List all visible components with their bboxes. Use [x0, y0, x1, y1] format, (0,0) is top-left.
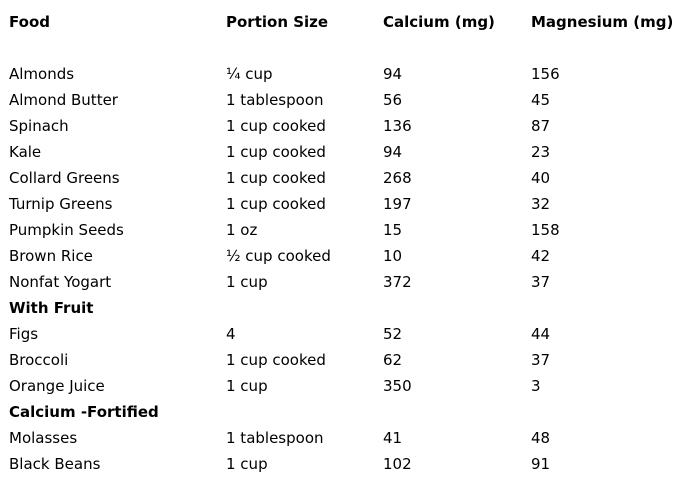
food-cell: Collard Greens — [9, 169, 120, 187]
calcium-cell: 62 — [383, 351, 403, 369]
magnesium-cell: 44 — [531, 325, 551, 343]
calcium-cell: 56 — [383, 91, 403, 109]
magnesium-cell: 87 — [531, 117, 551, 135]
calcium-cell: 268 — [383, 169, 412, 187]
calcium-cell: 41 — [383, 429, 403, 447]
magnesium-cell: 37 — [531, 351, 551, 369]
magnesium-cell: 23 — [531, 143, 551, 161]
food-cell: Turnip Greens — [9, 195, 113, 213]
table-header-row — [0, 9, 689, 35]
table-row — [0, 87, 689, 113]
magnesium-cell: 3 — [531, 377, 541, 395]
portion-cell: 1 oz — [226, 221, 258, 239]
magnesium-cell: 40 — [531, 169, 551, 187]
table-row — [0, 451, 689, 477]
food-cell: Almond Butter — [9, 91, 118, 109]
portion-cell: 1 cup — [226, 377, 268, 395]
portion-cell: 1 cup cooked — [226, 169, 326, 187]
portion-cell: 1 cup — [226, 273, 268, 291]
portion-cell: 1 cup cooked — [226, 351, 326, 369]
calcium-cell: 102 — [383, 455, 412, 473]
table-row — [0, 165, 689, 191]
calcium-cell: 94 — [383, 143, 403, 161]
portion-cell: ¼ cup — [226, 65, 273, 83]
food-cell: Broccoli — [9, 351, 69, 369]
table-row — [0, 373, 689, 399]
magnesium-cell: 48 — [531, 429, 551, 447]
portion-cell: 1 cup cooked — [226, 195, 326, 213]
column-header-calcium: Calcium (mg) — [383, 13, 495, 31]
table-row — [0, 217, 689, 243]
food-cell: Kale — [9, 143, 42, 161]
group-heading: With Fruit — [9, 299, 94, 317]
calcium-cell: 94 — [383, 65, 403, 83]
magnesium-cell: 158 — [531, 221, 560, 239]
portion-cell: 1 tablespoon — [226, 91, 324, 109]
calcium-cell: 372 — [383, 273, 412, 291]
portion-cell: 1 tablespoon — [226, 429, 324, 447]
food-cell: Pumpkin Seeds — [9, 221, 124, 239]
calcium-cell: 15 — [383, 221, 403, 239]
food-cell: Molasses — [9, 429, 78, 447]
table-row — [0, 139, 689, 165]
magnesium-cell: 37 — [531, 273, 551, 291]
calcium-cell: 52 — [383, 325, 403, 343]
food-cell: Black Beans — [9, 455, 101, 473]
calcium-cell: 350 — [383, 377, 412, 395]
magnesium-cell: 42 — [531, 247, 551, 265]
table-row — [0, 269, 689, 295]
food-cell: Nonfat Yogart — [9, 273, 112, 291]
food-cell: Figs — [9, 325, 39, 343]
portion-cell: 1 cup cooked — [226, 143, 326, 161]
portion-cell: ½ cup cooked — [226, 247, 331, 265]
calcium-cell: 10 — [383, 247, 403, 265]
portion-cell: 1 cup — [226, 455, 268, 473]
magnesium-cell: 32 — [531, 195, 551, 213]
calcium-cell: 197 — [383, 195, 412, 213]
group-heading-row — [0, 399, 689, 425]
table-row — [0, 425, 689, 451]
table-row — [0, 61, 689, 87]
magnesium-cell: 91 — [531, 455, 551, 473]
food-cell: Brown Rice — [9, 247, 93, 265]
food-cell: Almonds — [9, 65, 75, 83]
group-heading-row — [0, 295, 689, 321]
column-header-food: Food — [9, 13, 50, 31]
column-header-magnesium: Magnesium (mg) — [531, 13, 674, 31]
food-cell: Orange Juice — [9, 377, 105, 395]
magnesium-cell: 45 — [531, 91, 551, 109]
table-row — [0, 243, 689, 269]
magnesium-cell: 156 — [531, 65, 560, 83]
portion-cell: 1 cup cooked — [226, 117, 326, 135]
table-row — [0, 191, 689, 217]
table-row — [0, 347, 689, 373]
food-cell: Spinach — [9, 117, 69, 135]
calcium-cell: 136 — [383, 117, 412, 135]
table-row — [0, 321, 689, 347]
column-header-portion-size: Portion Size — [226, 13, 329, 31]
portion-cell: 4 — [226, 325, 236, 343]
table-row — [0, 113, 689, 139]
group-heading: Calcium -Fortified — [9, 403, 159, 421]
